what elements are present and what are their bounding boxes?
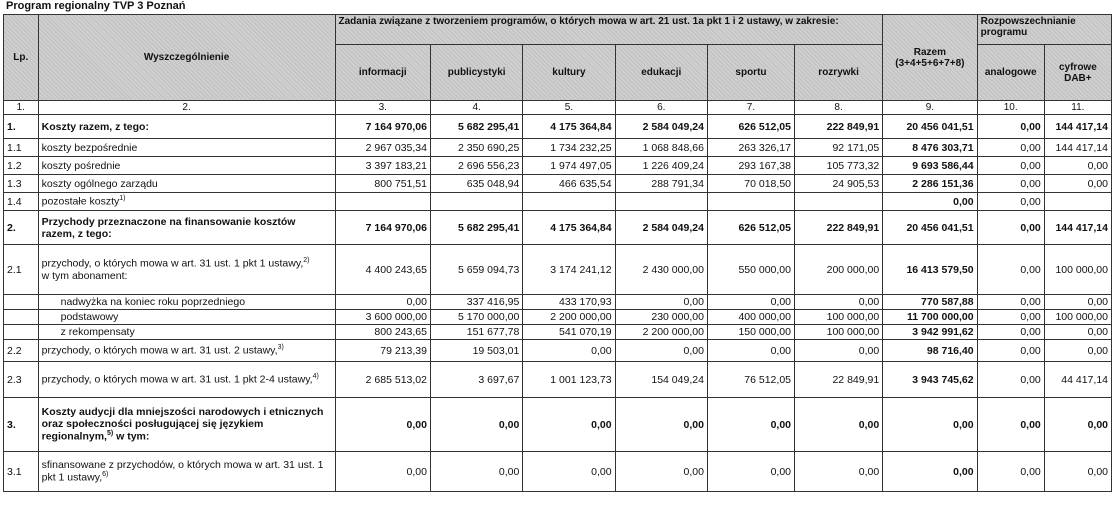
row-lp: 2. [4, 211, 39, 245]
value-cell: 550 000,00 [707, 245, 794, 295]
value-cell: 4 400 243,65 [335, 245, 430, 295]
value-cell: 1 974 497,05 [523, 157, 615, 175]
value-cell: 230 000,00 [615, 310, 707, 325]
row-label [38, 139, 335, 157]
value-cell: 800 243,65 [335, 325, 430, 340]
value-cell: 0,00 [795, 340, 883, 362]
header-col-3: edukacji [615, 45, 707, 101]
row-label [38, 175, 335, 193]
value-cell: 9 693 586,44 [883, 157, 977, 175]
value-cell: 151 677,78 [430, 325, 522, 340]
value-cell: 0,00 [707, 398, 794, 452]
value-cell: 0,00 [615, 295, 707, 310]
value-cell: 11 700 000,00 [883, 310, 977, 325]
table-row [4, 175, 1112, 193]
row-label [38, 295, 335, 310]
row-lp: 2.3 [4, 362, 39, 398]
footnote-ref: 5) [106, 430, 114, 438]
row-lp: 1.4 [4, 193, 39, 211]
value-cell: 105 773,32 [795, 157, 883, 175]
row-label-text: przychody, o których mowa w art. 31 ust. 1 pkt 1 ustawy, [41, 257, 304, 270]
table-row [4, 398, 1112, 452]
value-cell: 200 000,00 [795, 245, 883, 295]
value-cell: 0,00 [335, 452, 430, 492]
value-cell: 0,00 [335, 398, 430, 452]
row-label [38, 211, 335, 245]
row-label [38, 193, 335, 211]
value-cell: 5 659 094,73 [430, 245, 522, 295]
value-cell: 0,00 [523, 398, 615, 452]
value-cell: 293 167,38 [707, 157, 794, 175]
row-label [38, 310, 335, 325]
value-cell: 100 000,00 [795, 310, 883, 325]
header-zadania: Zadania związane z tworzeniem programów, o których mowa w art. 21 ust. 1a pkt 1 i 2 ustawy, w zakresie: [335, 15, 883, 45]
value-cell: 7 164 970,06 [335, 211, 430, 245]
row-label-text: koszty bezpośrednie [41, 141, 138, 154]
footnote-ref: 1) [119, 195, 126, 203]
value-cell: 1 068 848,66 [615, 139, 707, 157]
value-cell: 0,00 [977, 139, 1044, 157]
row-label-text: przychody, o których mowa w art. 31 ust. 2 ustawy, [41, 344, 278, 357]
value-cell: 3 397 183,21 [335, 157, 430, 175]
row-label-text: koszty ogólnego zarządu [41, 177, 158, 190]
index-cell: 4. [430, 101, 522, 115]
index-cell: 6. [615, 101, 707, 115]
value-cell: 92 171,05 [795, 139, 883, 157]
row-label-text: nadwyżka na koniec roku poprzedniego [60, 296, 246, 308]
value-cell: 2 200 000,00 [523, 310, 615, 325]
row-label [38, 362, 335, 398]
row-lp [4, 325, 39, 340]
value-cell: 22 849,91 [795, 362, 883, 398]
value-cell: 144 417,14 [1044, 115, 1111, 139]
value-cell: 0,00 [430, 398, 522, 452]
header-col-2: kultury [523, 45, 615, 101]
index-cell: 8. [795, 101, 883, 115]
row-lp: 1. [4, 115, 39, 139]
value-cell: 0,00 [795, 452, 883, 492]
value-cell: 0,00 [977, 245, 1044, 295]
index-cell: 11. [1044, 101, 1111, 115]
value-cell: 3 697,67 [430, 362, 522, 398]
value-cell: 0,00 [1044, 340, 1111, 362]
row-label [38, 452, 335, 492]
value-cell [335, 193, 430, 211]
value-cell [795, 193, 883, 211]
value-cell: 100 000,00 [1044, 245, 1111, 295]
value-cell: 0,00 [707, 340, 794, 362]
header-col-5: rozrywki [795, 45, 883, 101]
value-cell: 16 413 579,50 [883, 245, 977, 295]
value-cell: 0,00 [977, 295, 1044, 310]
table-row [4, 193, 1112, 211]
value-cell: 3 600 000,00 [335, 310, 430, 325]
header-razem: Razem (3+4+5+6+7+8) [883, 15, 977, 101]
row-label-text: Koszty audycji dla mniejszości narodowych i etnicznych oraz społeczności posługującej się językiem regionalnym, [41, 406, 324, 443]
value-cell [615, 193, 707, 211]
value-cell: 770 587,88 [883, 295, 977, 310]
row-label-extra: w tym abonament: [41, 269, 128, 282]
table-row [4, 452, 1112, 492]
value-cell: 626 512,05 [707, 211, 794, 245]
index-cell: 5. [523, 101, 615, 115]
index-cell: 3. [335, 101, 430, 115]
footnote-ref: 6) [102, 471, 109, 479]
value-cell: 0,00 [615, 340, 707, 362]
row-label [38, 245, 335, 295]
value-cell: 0,00 [883, 193, 977, 211]
table-row [4, 340, 1112, 362]
value-cell: 0,00 [883, 398, 977, 452]
value-cell: 1 001 123,73 [523, 362, 615, 398]
value-cell: 19 503,01 [430, 340, 522, 362]
value-cell: 20 456 041,51 [883, 211, 977, 245]
value-cell: 2 584 049,24 [615, 115, 707, 139]
value-cell: 626 512,05 [707, 115, 794, 139]
value-cell: 0,00 [977, 340, 1044, 362]
index-cell: 10. [977, 101, 1044, 115]
value-cell: 0,00 [1044, 295, 1111, 310]
value-cell: 0,00 [977, 362, 1044, 398]
table-row [4, 295, 1112, 310]
index-cell: 1. [4, 101, 39, 115]
financial-table [3, 14, 1112, 492]
value-cell: 1 734 232,25 [523, 139, 615, 157]
header-cyfrowe: cyfrowe DAB+ [1044, 45, 1111, 101]
value-cell: 0,00 [883, 452, 977, 492]
value-cell: 144 417,14 [1044, 139, 1111, 157]
value-cell: 0,00 [795, 295, 883, 310]
value-cell: 0,00 [523, 340, 615, 362]
header-col-0: informacji [335, 45, 430, 101]
value-cell: 70 018,50 [707, 175, 794, 193]
value-cell: 0,00 [1044, 398, 1111, 452]
index-cell: 2. [38, 101, 335, 115]
value-cell: 0,00 [1044, 157, 1111, 175]
value-cell: 0,00 [977, 310, 1044, 325]
row-label-text: z rekompensaty [60, 326, 135, 338]
table-row [4, 325, 1112, 340]
table-row [4, 310, 1112, 325]
footnote-ref: 3) [277, 344, 284, 352]
header-rozpowszechnianie: Rozpowszechnianie programu [977, 15, 1111, 45]
value-cell: 433 170,93 [523, 295, 615, 310]
table-row [4, 157, 1112, 175]
value-cell: 2 200 000,00 [615, 325, 707, 340]
value-cell: 0,00 [977, 452, 1044, 492]
value-cell: 0,00 [977, 175, 1044, 193]
value-cell [707, 193, 794, 211]
row-lp: 3.1 [4, 452, 39, 492]
table-row [4, 362, 1112, 398]
value-cell: 2 696 556,23 [430, 157, 522, 175]
page-title: Program regionalny TVP 3 Poznań [6, 0, 186, 12]
value-cell [1044, 193, 1111, 211]
row-label-text: przychody, o których mowa w art. 31 ust. 1 pkt 2-4 ustawy, [41, 373, 313, 386]
row-lp: 2.2 [4, 340, 39, 362]
header-lp: Lp. [4, 15, 39, 101]
value-cell: 2 584 049,24 [615, 211, 707, 245]
value-cell: 3 943 745,62 [883, 362, 977, 398]
row-lp: 2.1 [4, 245, 39, 295]
table-row [4, 211, 1112, 245]
value-cell [523, 193, 615, 211]
value-cell: 0,00 [430, 452, 522, 492]
row-label-text: sfinansowane z przychodów, o których mowa w art. 31 ust. 1 pkt 1 ustawy, [41, 459, 324, 484]
value-cell: 20 456 041,51 [883, 115, 977, 139]
value-cell: 0,00 [707, 295, 794, 310]
header-wyszczegolnienie: Wyszczególnienie [38, 15, 335, 101]
value-cell: 1 226 409,24 [615, 157, 707, 175]
row-lp: 1.1 [4, 139, 39, 157]
value-cell: 0,00 [977, 211, 1044, 245]
row-label [38, 157, 335, 175]
index-row [4, 101, 1112, 115]
header-analogowe: analogowe [977, 45, 1044, 101]
value-cell: 144 417,14 [1044, 211, 1111, 245]
value-cell: 800 751,51 [335, 175, 430, 193]
footnote-ref: 2) [303, 257, 310, 265]
index-cell: 9. [883, 101, 977, 115]
row-lp: 1.3 [4, 175, 39, 193]
index-cell: 7. [707, 101, 794, 115]
value-cell: 0,00 [335, 295, 430, 310]
row-label [38, 115, 335, 139]
value-cell: 2 286 151,36 [883, 175, 977, 193]
value-cell: 150 000,00 [707, 325, 794, 340]
value-cell: 79 213,39 [335, 340, 430, 362]
value-cell: 5 682 295,41 [430, 211, 522, 245]
table-row [4, 115, 1112, 139]
value-cell: 0,00 [977, 115, 1044, 139]
row-label [38, 340, 335, 362]
value-cell: 2 430 000,00 [615, 245, 707, 295]
value-cell: 76 512,05 [707, 362, 794, 398]
row-label-text: koszty pośrednie [41, 159, 121, 172]
value-cell: 222 849,91 [795, 115, 883, 139]
value-cell: 0,00 [795, 398, 883, 452]
value-cell: 400 000,00 [707, 310, 794, 325]
value-cell: 0,00 [977, 325, 1044, 340]
row-label-text: Koszty razem, z tego: [41, 120, 149, 133]
footnote-ref: 4) [312, 373, 319, 381]
value-cell: 466 635,54 [523, 175, 615, 193]
value-cell: 337 416,95 [430, 295, 522, 310]
value-cell: 263 326,17 [707, 139, 794, 157]
table-row [4, 245, 1112, 295]
value-cell: 635 048,94 [430, 175, 522, 193]
value-cell: 100 000,00 [1044, 310, 1111, 325]
value-cell: 4 175 364,84 [523, 211, 615, 245]
value-cell: 7 164 970,06 [335, 115, 430, 139]
row-label-text: podstawowy [60, 311, 119, 323]
value-cell: 5 682 295,41 [430, 115, 522, 139]
value-cell: 0,00 [1044, 325, 1111, 340]
row-label-text: Przychody przeznaczone na finansowanie kosztów razem, z tego: [41, 215, 296, 240]
value-cell: 4 175 364,84 [523, 115, 615, 139]
value-cell: 0,00 [977, 398, 1044, 452]
value-cell: 288 791,34 [615, 175, 707, 193]
value-cell: 0,00 [977, 193, 1044, 211]
row-lp: 1.2 [4, 157, 39, 175]
row-label [38, 398, 335, 452]
row-label-tail: w tym: [113, 430, 150, 443]
row-lp [4, 295, 39, 310]
value-cell: 98 716,40 [883, 340, 977, 362]
table-row [4, 139, 1112, 157]
value-cell: 0,00 [707, 452, 794, 492]
value-cell: 3 174 241,12 [523, 245, 615, 295]
value-cell: 3 942 991,62 [883, 325, 977, 340]
row-lp: 3. [4, 398, 39, 452]
value-cell: 2 350 690,25 [430, 139, 522, 157]
header-col-4: sportu [707, 45, 794, 101]
row-label-text: pozostałe koszty [41, 195, 120, 208]
value-cell: 541 070,19 [523, 325, 615, 340]
value-cell: 0,00 [615, 398, 707, 452]
value-cell: 8 476 303,71 [883, 139, 977, 157]
value-cell: 222 849,91 [795, 211, 883, 245]
value-cell: 0,00 [1044, 175, 1111, 193]
value-cell: 2 967 035,34 [335, 139, 430, 157]
header-col-1: publicystyki [430, 45, 522, 101]
value-cell: 100 000,00 [795, 325, 883, 340]
value-cell: 0,00 [977, 157, 1044, 175]
value-cell: 0,00 [615, 452, 707, 492]
value-cell: 24 905,53 [795, 175, 883, 193]
row-lp [4, 310, 39, 325]
value-cell: 5 170 000,00 [430, 310, 522, 325]
value-cell: 0,00 [1044, 452, 1111, 492]
value-cell: 154 049,24 [615, 362, 707, 398]
value-cell: 0,00 [523, 452, 615, 492]
value-cell: 2 685 513,02 [335, 362, 430, 398]
value-cell [430, 193, 522, 211]
row-label [38, 325, 335, 340]
value-cell: 44 417,14 [1044, 362, 1111, 398]
